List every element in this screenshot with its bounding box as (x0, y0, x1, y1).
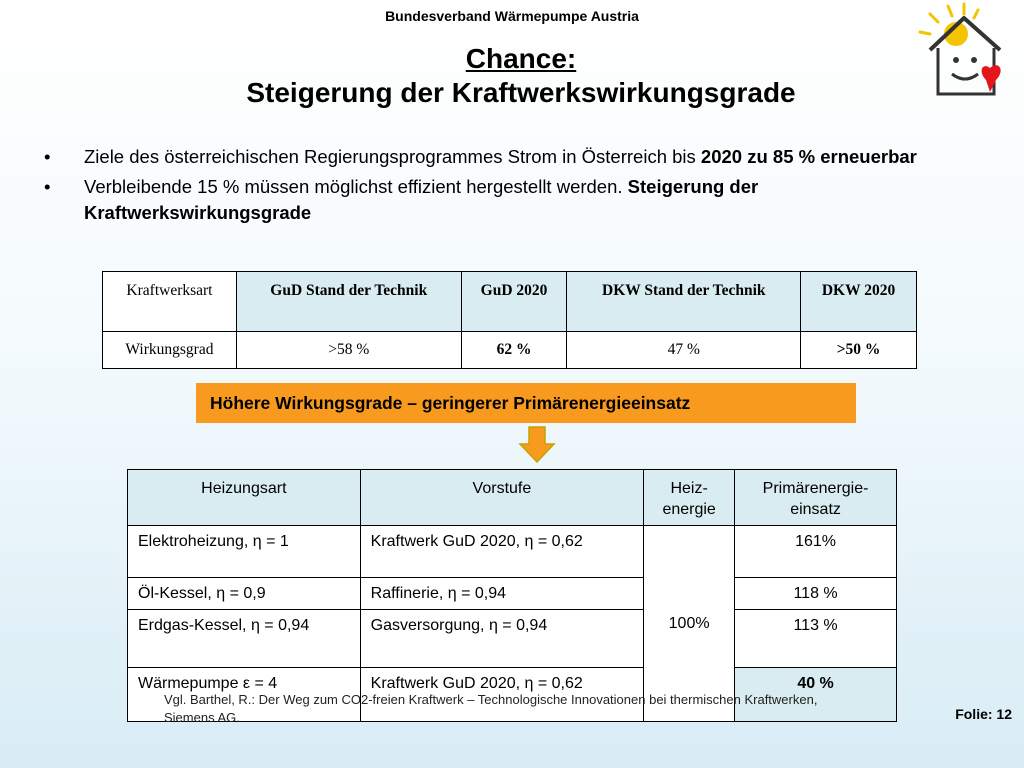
table-cell: Kraftwerk GuD 2020, η = 0,62 (360, 668, 644, 722)
table-header-cell: Primärenergie- einsatz (735, 470, 897, 526)
table-cell: 113 % (735, 610, 897, 668)
table-cell: Wirkungsgrad (103, 332, 237, 369)
table-cell: 161% (735, 526, 897, 578)
table-cell: Öl-Kessel, η = 0,9 (128, 578, 361, 610)
table-header-cell: Heizungsart (128, 470, 361, 526)
efficiency-table (102, 271, 917, 369)
bullet-bold-text: Steigerung der Kraftwerkswirkungsgrade (84, 176, 759, 223)
table-cell: 47 % (567, 332, 801, 369)
table-header-cell: GuD 2020 (461, 272, 567, 332)
table-cell: Erdgas-Kessel, η = 0,94 (128, 610, 361, 668)
bullet-bold-text: 2020 zu 85 % erneuerbar (700, 146, 917, 167)
table-cell: Kraftwerk GuD 2020, η = 0,62 (360, 526, 644, 578)
title-line-2: Steigerung der Kraftwerkswirkungsgrade (246, 77, 796, 108)
table-cell: Gasversorgung, η = 0,94 (360, 610, 644, 668)
table-cell: Wärmepumpe ε = 4 (128, 668, 361, 722)
table-cell: >50 % (801, 332, 917, 369)
bullet-text: Verbleibende 15 % müssen möglichst effizient hergestellt werden. (84, 176, 628, 197)
slide-number: Folie: 12 (955, 706, 1012, 722)
table-cell: 40 % (735, 668, 897, 722)
bullet-dot-icon: • (44, 146, 51, 167)
table-header-cell: Vorstufe (360, 470, 644, 526)
primary-energy-table (127, 469, 897, 722)
table-cell: 118 % (735, 578, 897, 610)
table-header-cell: DKW Stand der Technik (567, 272, 801, 332)
table-cell: Elektroheizung, η = 1 (128, 526, 361, 578)
table-header-cell: DKW 2020 (801, 272, 917, 332)
table-cell: 100% (644, 526, 735, 722)
table-header-cell: Heiz- energie (644, 470, 735, 526)
table-header-cell: GuD Stand der Technik (236, 272, 461, 332)
bullet-item (44, 174, 944, 226)
title-line-1: Chance: (465, 43, 577, 74)
down-arrow-icon (518, 426, 556, 464)
highlight-banner: Höhere Wirkungsgrade – geringerer Primärenergieeinsatz (196, 383, 856, 423)
table-header-cell: Kraftwerksart (103, 272, 237, 332)
bullet-text: Ziele des österreichischen Regierungsprogrammes Strom in Österreich bis (84, 146, 701, 167)
bullet-item (44, 144, 944, 170)
slide-title (0, 42, 1024, 110)
footnote: Vgl. Barthel, R.: Der Weg zum CO2-freien Kraftwerk – Technologische Innovationen bei thermischen Kraftwerken, Siemens AG. (164, 692, 818, 725)
table-cell: Raffinerie, η = 0,94 (360, 578, 644, 610)
table-cell: 62 % (461, 332, 567, 369)
table-cell: >58 % (236, 332, 461, 369)
bullet-list (44, 144, 944, 230)
bullet-dot-icon: • (44, 176, 51, 197)
organization-name: Bundesverband Wärmepumpe Austria (385, 8, 639, 24)
